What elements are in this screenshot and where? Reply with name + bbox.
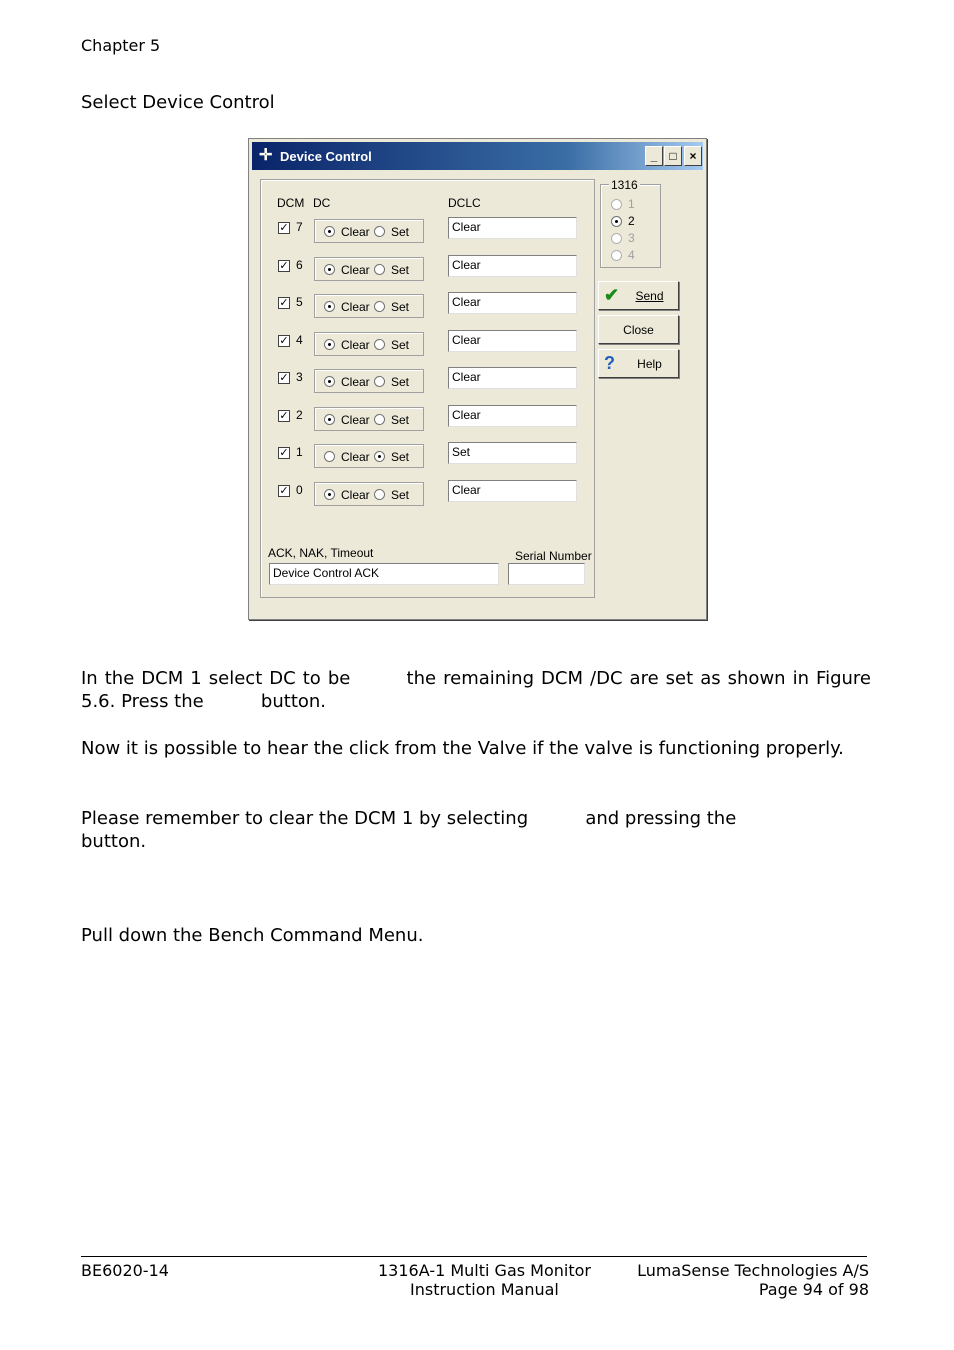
dclc-field[interactable]: Clear (448, 292, 577, 314)
dcm-checkbox[interactable]: ✓ (279, 484, 289, 497)
footer-page: Page 94 of 98 (758, 1280, 869, 1299)
dcm-checkbox[interactable]: ✓ (279, 372, 289, 384)
footer-rule (81, 1256, 867, 1257)
send-label: Send (635, 289, 664, 303)
dc-set-label: Set (391, 487, 410, 502)
option-1316[interactable] (611, 248, 659, 264)
send-button[interactable] (598, 281, 679, 310)
device-control-dialog (248, 138, 707, 620)
dc-clear-label: Clear (341, 262, 370, 277)
dialog-titlebar[interactable] (252, 142, 703, 170)
close-label: Close (623, 323, 654, 337)
option-1316[interactable] (611, 231, 659, 247)
option-1316-radio[interactable] (611, 233, 622, 244)
dc-clear-label: Clear (341, 225, 370, 239)
option-1316-radio[interactable] (611, 250, 622, 261)
minimize-button[interactable]: _ (645, 146, 663, 166)
crosshair-icon: ✛ (259, 147, 273, 164)
dcm-number: 1 (296, 445, 303, 459)
dc-clear-radio[interactable] (324, 376, 335, 387)
group-1316 (600, 178, 661, 268)
dcm-number: 7 (296, 220, 303, 234)
header-dc: DC (313, 196, 331, 210)
paragraph-remember: Please remember to clear the DCM 1 by selecting and pressing the button. (81, 808, 794, 852)
dcm-number: 5 (296, 295, 303, 309)
dc-set-radio[interactable] (374, 301, 385, 312)
serial-number-label: Serial Number (515, 549, 592, 563)
dc-clear-label: Clear (341, 487, 370, 502)
dcm-checkbox[interactable]: ✓ (279, 297, 289, 309)
option-1316[interactable] (611, 197, 659, 213)
dcm-checkbox[interactable]: ✓ (279, 222, 289, 234)
dc-set-radio[interactable] (374, 376, 385, 387)
dclc-field[interactable]: Clear (448, 367, 577, 389)
dc-radio-group (314, 332, 424, 356)
dc-radio-group (314, 482, 424, 506)
header-dcm: DCM (277, 196, 305, 210)
dc-clear-radio[interactable] (324, 339, 335, 350)
dclc-field[interactable]: Clear (448, 330, 577, 352)
dcm-checkbox[interactable]: ✓ (279, 447, 289, 459)
dc-clear-label: Clear (341, 337, 370, 352)
dclc-field[interactable]: Clear (448, 405, 577, 427)
dc-set-radio[interactable] (374, 489, 385, 500)
dc-clear-radio[interactable] (324, 264, 335, 275)
footer-doc-id: BE6020-14 (81, 1261, 169, 1280)
paragraph-click: Now it is possible to hear the click from the Valve if the valve is functioning properly. (81, 738, 844, 759)
dclc-field[interactable]: Set (448, 442, 577, 464)
dcm-checkbox[interactable]: ✓ (279, 259, 289, 272)
dcm-number: 6 (296, 257, 303, 272)
dc-set-radio[interactable] (374, 451, 385, 462)
dc-clear-label: Clear (341, 300, 370, 314)
dc-set-label: Set (391, 300, 410, 314)
dc-set-radio[interactable] (374, 339, 385, 350)
dc-clear-radio[interactable] (324, 414, 335, 425)
dc-set-radio[interactable] (374, 264, 385, 275)
dcm-number: 2 (296, 407, 303, 422)
close-button[interactable] (598, 315, 679, 344)
paragraph-select-dc: In the DCM 1 select DC to be the remaining DCM /DC are set as shown in Figure 5.6. Press the button. (81, 668, 877, 712)
ack-label: ACK, NAK, Timeout (268, 546, 374, 560)
dc-radio-group (314, 257, 424, 281)
chapter-heading: Chapter 5 (81, 36, 161, 55)
footer-company: LumaSense Technologies A/S (637, 1261, 869, 1280)
dc-set-label: Set (391, 375, 410, 389)
dcm-number: 0 (296, 482, 303, 497)
help-label: Help (637, 357, 662, 371)
dcm-checkbox[interactable]: ✓ (279, 409, 289, 422)
option-1316-label: 2 (628, 214, 635, 228)
help-question-icon: ? (604, 353, 615, 373)
dc-clear-label: Clear (341, 375, 370, 389)
dialog-title: Device Control (280, 149, 372, 164)
dclc-field[interactable]: Clear (448, 217, 577, 239)
checkmark-icon: ✔ (604, 285, 620, 305)
option-1316[interactable] (611, 214, 659, 230)
paragraph-bench-menu: Pull down the Bench Command Menu. (81, 925, 424, 946)
dc-radio-group (314, 407, 424, 431)
option-1316-radio[interactable] (611, 199, 622, 210)
maximize-button[interactable]: □ (664, 146, 682, 166)
dcm-row (249, 482, 708, 506)
dc-set-radio[interactable] (374, 414, 385, 425)
dc-clear-label: Clear (341, 412, 370, 427)
help-button[interactable] (598, 349, 679, 378)
dclc-field[interactable]: Clear (448, 255, 577, 277)
dc-set-label: Set (391, 337, 410, 352)
dc-clear-radio[interactable] (324, 489, 335, 500)
dc-radio-group (314, 369, 424, 393)
dc-set-label: Set (391, 450, 410, 464)
dc-set-label: Set (391, 412, 410, 427)
dc-clear-radio[interactable] (324, 226, 335, 237)
option-1316-radio[interactable] (611, 216, 622, 227)
option-1316-label: 4 (628, 248, 635, 262)
footer-title-line1: 1316A-1 Multi Gas Monitor (378, 1261, 591, 1280)
dcm-number: 4 (296, 332, 303, 347)
dc-clear-radio[interactable] (324, 451, 335, 462)
dclc-field[interactable]: Clear (448, 480, 577, 502)
option-1316-label: 3 (628, 231, 635, 245)
dcm-row (249, 444, 708, 468)
ack-field[interactable]: Device Control ACK (269, 563, 499, 585)
option-1316-label: 1 (628, 197, 635, 211)
dc-set-radio[interactable] (374, 226, 385, 237)
dc-clear-radio[interactable] (324, 301, 335, 312)
serial-number-field[interactable] (508, 563, 585, 585)
dc-radio-group (314, 294, 424, 318)
group-1316-label: 1316 (611, 178, 638, 192)
footer-title-line2: Instruction Manual (410, 1280, 559, 1299)
dc-set-label: Set (391, 225, 410, 239)
dc-set-label: Set (391, 262, 410, 277)
dcm-number: 3 (296, 370, 303, 384)
dcm-checkbox[interactable]: ✓ (279, 334, 289, 347)
close-window-button[interactable]: × (684, 146, 702, 166)
intro-text: Select Device Control (81, 92, 275, 113)
dcm-row (249, 407, 708, 431)
dc-radio-group (314, 219, 424, 243)
dc-clear-label: Clear (341, 450, 370, 464)
dc-radio-group (314, 444, 424, 468)
header-dclc: DCLC (448, 196, 481, 210)
